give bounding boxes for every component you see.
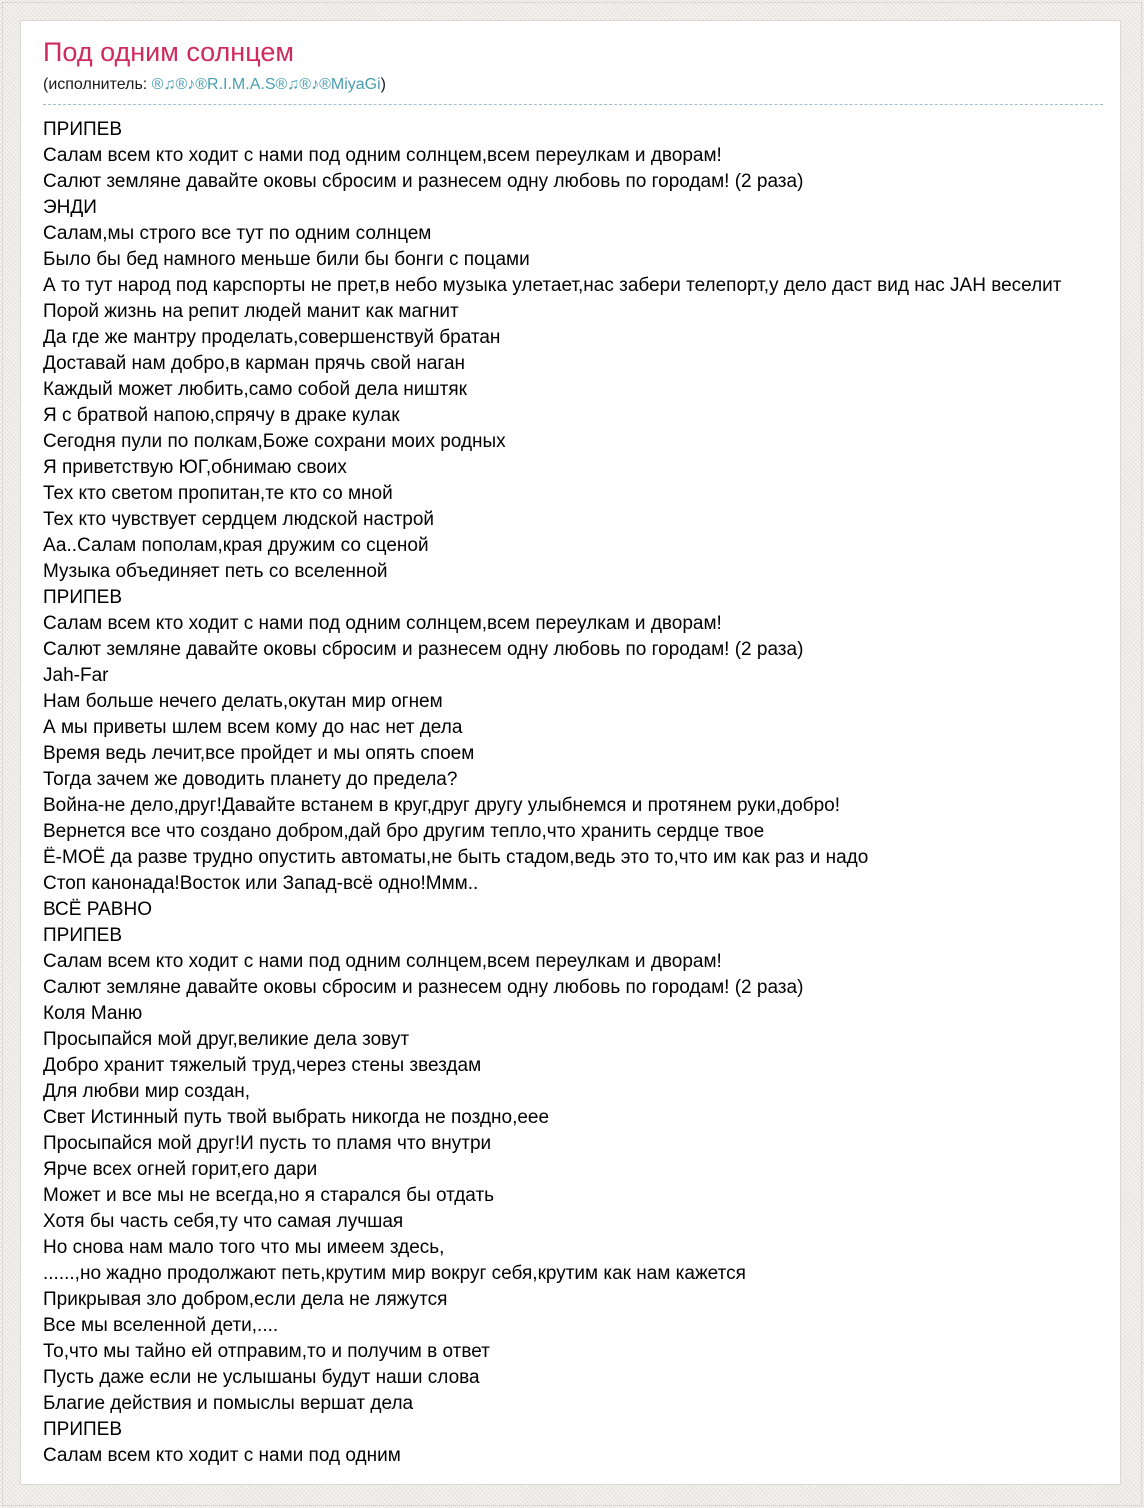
lyric-line: Салам,мы строго все тут по одним солнцем — [43, 223, 432, 244]
lyric-line: Салам всем кто ходит с нами под одним солнцем,всем переулкам и дворам! — [43, 951, 722, 972]
lyric-line: То,что мы тайно ей отправим,то и получим в ответ — [43, 1341, 490, 1362]
lyric-line: Время ведь лечит,все пройдет и мы опять споем — [43, 743, 475, 764]
lyric-line: Может и все мы не всегда,но я старался бы отдать — [43, 1185, 495, 1206]
lyric-line: Для любви мир создан, — [43, 1081, 251, 1102]
lyric-line: Тех кто светом пропитан,те кто со мной — [43, 483, 393, 504]
lyric-line: Тогда зачем же доводить планету до предела? — [43, 769, 458, 790]
lyric-line: Салют земляне давайте оковы сбросим и разнесем одну любовь по городам! (2 раза) — [43, 977, 804, 998]
lyric-line: Прикрывая зло добром,если дела не ляжутся — [43, 1289, 448, 1310]
lyric-line: Нам больше нечего делать,окутан мир огнем — [43, 691, 443, 712]
lyric-line: ......,но жадно продолжают петь,крутим мир вокруг себя,крутим как нам кажется — [43, 1263, 746, 1284]
lyric-line: Да где же мантру проделать,совершенствуй братан — [43, 327, 501, 348]
lyric-line: Ё-МОЁ да разве трудно опустить автоматы,не быть стадом,ведь это то,что им как раз и надо — [43, 847, 869, 868]
lyric-line: Салам всем кто ходит с нами под одним — [43, 1445, 401, 1466]
lyrics-text — [43, 117, 1120, 1469]
lyric-line: Просыпайся мой друг!И пусть то пламя что внутри — [43, 1133, 492, 1154]
content-panel-inner — [21, 21, 1120, 1469]
lyric-line: Пусть даже если не услышаны будут наши слова — [43, 1367, 480, 1388]
lyric-line: Было бы бед намного меньше били бы бонги с поцами — [43, 249, 530, 270]
lyric-line: ПРИПЕВ — [43, 587, 122, 608]
lyric-line: А то тут народ под карспорты не прет,в небо музыка улетает,нас забери телепорт,у дело даст вид нас JAH веселит — [43, 275, 1062, 296]
lyric-line: Ярче всех огней горит,его дари — [43, 1159, 318, 1180]
lyric-line: ПРИПЕВ — [43, 119, 122, 140]
lyric-line: Я приветствую ЮГ,обнимаю своих — [43, 457, 347, 478]
lyric-line: Музыка объединяет петь со вселенной — [43, 561, 388, 582]
lyric-line: Стоп канонада!Восток или Запад-всё одно!Ммм.. — [43, 873, 479, 894]
lyric-line: Все мы вселенной дети,.... — [43, 1315, 279, 1336]
lyric-line: Доставай нам добро,в карман прячь свой наган — [43, 353, 466, 374]
performer-label: (исполнитель: — [43, 76, 148, 93]
performer-close-paren: ) — [380, 76, 386, 93]
content-panel — [20, 20, 1121, 1485]
lyric-line: Салам всем кто ходит с нами под одним солнцем,всем переулкам и дворам! — [43, 145, 722, 166]
lyric-line: Порой жизнь на репит людей манит как магнит — [43, 301, 459, 322]
lyric-line: Каждый может любить,само собой дела ништяк — [43, 379, 467, 400]
lyric-line: Аа..Салам пополам,края дружим со сценой — [43, 535, 429, 556]
lyric-line: Сегодня пули по полкам,Боже сохрани моих родных — [43, 431, 506, 452]
lyric-line: Благие действия и помыслы вершат дела — [43, 1393, 414, 1414]
lyric-line: Салют земляне давайте оковы сбросим и разнесем одну любовь по городам! (2 раза) — [43, 639, 804, 660]
lyric-line: ПРИПЕВ — [43, 1419, 122, 1440]
lyric-line: ВСЁ РАВНО — [43, 899, 152, 920]
lyric-line: ЭНДИ — [43, 197, 97, 218]
lyric-line: Коля Маню — [43, 1003, 143, 1024]
page-title: Под одним солнцем — [43, 37, 294, 67]
lyric-line: А мы приветы шлем всем кому до нас нет дела — [43, 717, 463, 738]
lyric-line: ПРИПЕВ — [43, 925, 122, 946]
lyric-line: Тех кто чувствует сердцем людской настрой — [43, 509, 435, 530]
lyric-line: Но снова нам мало того что мы имеем здесь, — [43, 1237, 445, 1258]
lyric-line: Добро хранит тяжелый труд,через стены звездам — [43, 1055, 482, 1076]
lyric-line: Вернется все что создано добром,дай бро другим тепло,что хранить сердце твое — [43, 821, 765, 842]
lyric-line: Салют земляне давайте оковы сбросим и разнесем одну любовь по городам! (2 раза) — [43, 171, 804, 192]
lyric-line: Свет Истинный путь твой выбрать никогда не поздно,еее — [43, 1107, 550, 1128]
lyric-line: Война-не дело,друг!Давайте встанем в круг,друг другу улыбнемся и протянем руки,добро! — [43, 795, 840, 816]
lyric-line: Jah-Far — [43, 665, 109, 686]
lyric-line: Салам всем кто ходит с нами под одним солнцем,всем переулкам и дворам! — [43, 613, 722, 634]
performer-link[interactable]: ®♫®♪®R.I.M.A.S®♫®♪®MiyaGi — [151, 76, 381, 93]
lyric-line: Я с братвой напою,спрячу в драке кулак — [43, 405, 400, 426]
performer-line — [43, 75, 1103, 105]
lyric-line: Просыпайся мой друг,великие дела зовут — [43, 1029, 410, 1050]
lyric-line: Хотя бы часть себя,ту что самая лучшая — [43, 1211, 404, 1232]
